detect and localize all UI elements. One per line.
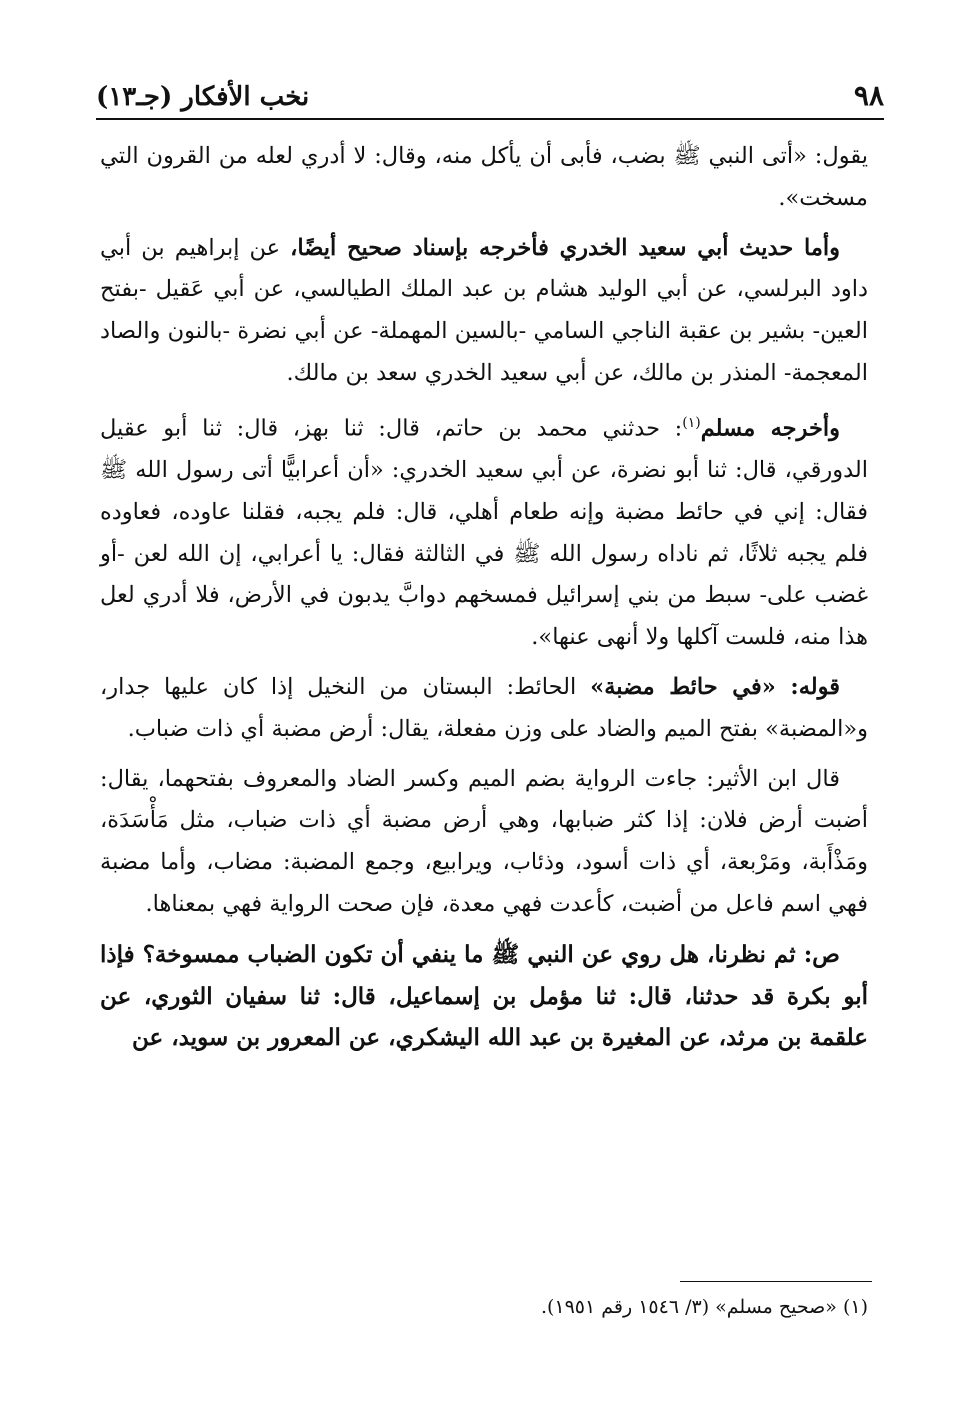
paragraph-lead: وأخرجه مسلم bbox=[700, 415, 840, 442]
footnote-rule bbox=[680, 1281, 872, 1282]
paragraph-text: قال ابن الأثير: جاءت الرواية بضم الميم وكسر الضاد والمعروف بفتحهما، يقال: أضبت أرض فلان: إذا كثر ضبابها، وهي أرض مضبة أي ذات ضباب، مثل مَأْسَدَة، ومَذْأَبة، ومَرْبعة، أي ذات أسود، وذئاب، ويرابيع، وجمع المضبة: مضاب، وأما مضبة فهي اسم فاعل من أضبت، كأعدت فهي معدة، فإن صحت الرواية فهي بمعناها. bbox=[100, 765, 868, 918]
header-rule bbox=[96, 118, 884, 120]
paragraph-text: : حدثني محمد بن حاتم، قال: ثنا بهز، قال: ثنا أبو عقيل الدورقي، قال: ثنا أبو نضرة، عن أبي سعيد الخدري: «أن أعرابيًّا أتى رسول الله ﷺ فقال: إني في حائط مضبة وإنه طعام أهلي، قال: فلم يجبه، فقلنا عاوده، فعاوده فلم يجبه ثلاثًا، ثم ناداه رسول الله ﷺ في الثالثة فقال: يا أعرابي، إن الله لعن -أو غضب على- سبط من بني إسرائيل فمسخهم دوابَّ يدبون في الأرض، فلا أدري لعل هذا منه، فلست آكلها ولا أنهى عنها». bbox=[100, 415, 868, 651]
footnote-text: (١) «صحيح مسلم» (٣/ ١٥٤٦ رقم ١٩٥١). bbox=[540, 1296, 868, 1318]
running-title: نخب الأفكار (جـ١٣) bbox=[96, 82, 310, 112]
page-body bbox=[100, 136, 868, 1067]
page-header bbox=[96, 72, 884, 112]
paragraph-5 bbox=[100, 759, 868, 926]
paragraph-text: ص: ثم نظرنا، هل روي عن النبي ﷺ ما ينفي أن تكون الضباب ممسوخة؟ فإذا أبو بكرة قد حدثنا، قال: ثنا مؤمل بن إسماعيل، قال: ثنا سفيان الثوري، عن علقمة بن مرثد، عن المغيرة بن عبد الله اليشكري، عن المعرور بن سويد، عن bbox=[100, 940, 868, 1052]
paragraph-text: يقول: «أتى النبي ﷺ بضب، فأبى أن يأكل منه، وقال: لا أدري لعله من القرون التي مسخت». bbox=[100, 143, 868, 211]
paragraph-text: الحائط: البستان من النخيل إذا كان عليها جدار، و«المضبة» بفتح الميم والضاد على وزن مفعلة، يقال: أرض مضبة أي ذات ضباب. bbox=[100, 674, 868, 742]
paragraph-2 bbox=[100, 228, 868, 395]
footnote-marker[interactable]: (١) bbox=[682, 414, 701, 431]
paragraph-lead: قوله: «في حائط مضبة» bbox=[590, 674, 840, 701]
footnote bbox=[100, 1292, 868, 1322]
paragraph-4 bbox=[100, 667, 868, 751]
page-number: ٩٨ bbox=[853, 79, 884, 112]
paragraph-1 bbox=[100, 136, 868, 220]
paragraph-lead: وأما حديث أبي سعيد الخدري فأخرجه بإسناد صحيح أيضًا، bbox=[290, 234, 840, 261]
paragraph-3 bbox=[100, 403, 868, 659]
paragraph-6 bbox=[100, 934, 868, 1059]
paragraph-text: عن إبراهيم بن أبي داود البرلسي، عن أبي الوليد هشام بن عبد الملك الطيالسي، عن أبي عَقيل -بفتح العين- بشير بن عقبة الناجي السامي -بالسين المهملة- عن أبي نضرة -بالنون والصاد المعجمة- المنذر بن مالك، عن أبي سعيد الخدري سعد بن مالك. bbox=[100, 234, 868, 386]
